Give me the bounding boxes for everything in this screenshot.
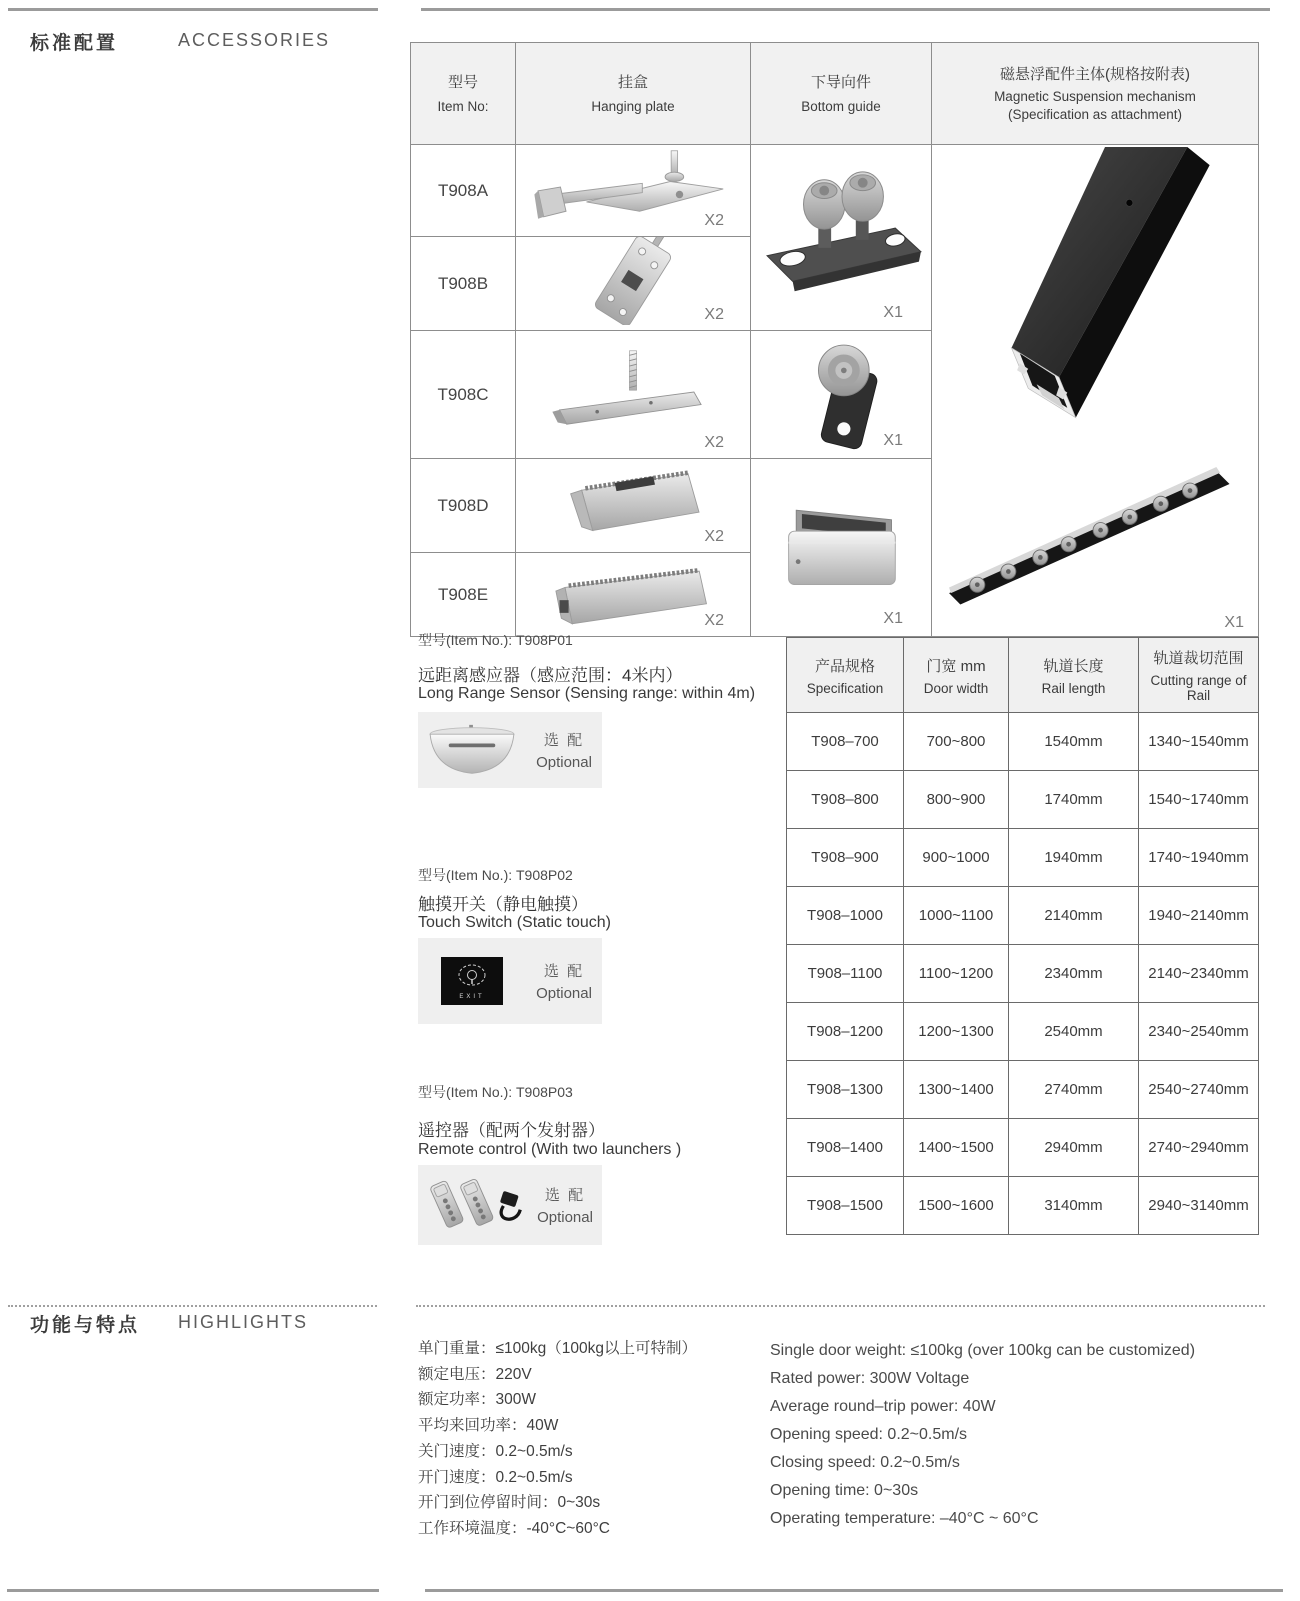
header-item-zh: 型号 (447, 74, 478, 91)
sensor-optional-box (418, 712, 602, 788)
spec-cell: T908–700 (787, 713, 904, 771)
spec-row (787, 713, 1259, 771)
highlights-en-list (770, 1337, 1195, 1533)
spec-cell: 2140mm (1009, 887, 1139, 945)
table-row (411, 145, 1259, 237)
item-cell-t908b: T908B (411, 237, 516, 331)
header-hanging-en: Hanging plate (591, 99, 675, 114)
spec-cell: 2740mm (1009, 1061, 1139, 1119)
top-rule-right (421, 8, 1270, 11)
spec-header-zh: 轨道长度 (1043, 657, 1104, 675)
hanging-plate-cell-t908b (516, 237, 751, 331)
accessories-title-en: ACCESSORIES (178, 30, 331, 50)
sensor-optional-choice (526, 729, 602, 771)
remote-name-en: Remote control (With two launchers ) (418, 1141, 682, 1158)
spec-cell: 1940mm (1009, 829, 1139, 887)
spec-header-zh: 门宽 mm (926, 657, 986, 675)
spec-cell: 1500~1600 (904, 1177, 1009, 1235)
spec-header-en: Cutting range of Rail (1150, 673, 1247, 703)
spec-cell: 1540~1740mm (1139, 771, 1259, 829)
optional-label-zh: 选 配 (544, 1187, 586, 1204)
item-cell-t908c: T908C (411, 331, 516, 459)
qty-label: X1 (883, 432, 903, 449)
hanging-plate-cell-t908a (516, 145, 751, 237)
bottom-rule-left (7, 1589, 379, 1592)
accessories-title-zh: 标准配置 (30, 33, 119, 54)
highlight-line: Operating temperature: –40°C ~ 60°C (770, 1510, 1039, 1527)
spec-cell: 2940~3140mm (1139, 1177, 1259, 1235)
optional-label-en: Optional (536, 754, 592, 771)
spec-cell: T908–1500 (787, 1177, 904, 1235)
highlight-line: Single door weight: ≤100kg (over 100kg can be customized) (770, 1342, 1196, 1359)
spec-row (787, 771, 1259, 829)
spec-header-en: Specification (806, 680, 884, 696)
rail-profile-image (960, 147, 1250, 447)
remote-controls-image-wrap (418, 1176, 528, 1234)
qty-label: X2 (704, 612, 724, 629)
dome-sensor-image-wrap (418, 723, 526, 777)
qty-label: X2 (704, 212, 724, 229)
switch-name-zh: 触摸开关（静电触摸） (418, 895, 588, 914)
highlight-line: Rated power: 300W Voltage (770, 1370, 970, 1387)
spec-cell: 2340~2540mm (1139, 1003, 1259, 1061)
spec-cell: T908–1200 (787, 1003, 904, 1061)
dotted-rule-left (8, 1305, 377, 1307)
optional-item-label-t908p02: 型号(Item No.): T908P02 (418, 867, 573, 883)
spec-cell: 2940mm (1009, 1119, 1139, 1177)
spec-row (787, 1003, 1259, 1061)
remote-optional-box (418, 1165, 602, 1245)
spec-cell: T908–1400 (787, 1119, 904, 1177)
optional-label-en: Optional (536, 985, 592, 1002)
switch-name-en: Touch Switch (Static touch) (418, 914, 611, 931)
bottom-guide-cell-ab (751, 145, 932, 331)
spec-cell: 2140~2340mm (1139, 945, 1259, 1003)
spec-header-rail-length (1009, 638, 1139, 713)
qty-label: X2 (704, 434, 724, 451)
spec-cell: 700~800 (904, 713, 1009, 771)
spec-cell: 1000~1100 (904, 887, 1009, 945)
highlight-line: 平均来回功率：40W (418, 1417, 559, 1435)
top-rule-left (8, 8, 378, 11)
spec-cell: T908–1300 (787, 1061, 904, 1119)
qty-label: X1 (883, 610, 903, 627)
highlight-line: 工作环境温度：-40°C~60°C (418, 1519, 610, 1537)
touch-switch-image (441, 957, 503, 1005)
spec-header-cutting-range (1139, 638, 1259, 713)
qty-label: X2 (704, 528, 724, 545)
item-cell-t908d: T908D (411, 459, 516, 553)
highlight-line: 额定功率：300W (418, 1391, 536, 1409)
highlight-line: 单门重量：≤100kg（100kg以上可特制） (418, 1340, 697, 1357)
highlight-line: 关门速度：0.2~0.5m/s (418, 1442, 573, 1460)
qty-label: X1 (1224, 614, 1244, 631)
switch-optional-box (418, 938, 602, 1024)
spec-header-en: Door width (923, 680, 989, 696)
accessories-table (410, 42, 1259, 637)
header-rail-en1: Magnetic Suspension mechanism (994, 89, 1196, 104)
hanging-plate-cell-t908c (516, 331, 751, 459)
remote-name-zh: 遥控器（配两个发射器） (418, 1121, 605, 1140)
spec-row (787, 1061, 1259, 1119)
highlight-line: Average round–trip power: 40W (770, 1398, 996, 1415)
hanging-plate-b-image (559, 237, 707, 325)
spec-header-door-width (904, 638, 1009, 713)
highlight-line: 开门到位停留时间：0~30s (418, 1494, 601, 1512)
highlights-zh-list (418, 1336, 697, 1542)
optional-label-en: Optional (537, 1209, 593, 1226)
header-bottom-guide (751, 43, 932, 145)
remote-optional-choice (528, 1184, 602, 1226)
dotted-rule-right (416, 1305, 1265, 1307)
spec-row (787, 1119, 1259, 1177)
spec-table (786, 637, 1259, 1235)
highlights-title-zh: 功能与特点 (30, 1315, 141, 1336)
spec-cell: 1540mm (1009, 713, 1139, 771)
item-cell-t908e: T908E (411, 553, 516, 637)
hanging-plate-e-image (539, 553, 727, 631)
spec-header-zh: 产品规格 (814, 657, 875, 675)
spec-cell: 800~900 (904, 771, 1009, 829)
optional-item-label-t908p03: 型号(Item No.): T908P03 (418, 1084, 573, 1100)
dome-sensor-image (422, 723, 522, 777)
qty-label: X1 (883, 304, 903, 321)
header-hanging-plate (516, 43, 751, 145)
spec-row (787, 887, 1259, 945)
spec-cell: 2340mm (1009, 945, 1139, 1003)
spec-cell: 1200~1300 (904, 1003, 1009, 1061)
header-guide-zh: 下导向件 (810, 74, 871, 91)
highlights-title-en: HIGHLIGHTS (178, 1312, 309, 1332)
spec-cell: 1740~1940mm (1139, 829, 1259, 887)
roller-rail-image (936, 452, 1252, 612)
exit-label: EXIT (459, 994, 485, 1000)
spec-cell: 1740mm (1009, 771, 1139, 829)
spec-header-specification (787, 638, 904, 713)
header-rail-en2: (Specification as attachment) (1007, 107, 1183, 122)
bottom-guide-cell-de (751, 459, 932, 637)
hanging-plate-d-image (544, 459, 722, 547)
qty-label: X2 (704, 306, 724, 323)
header-guide-en: Bottom guide (801, 99, 881, 114)
hanging-plate-c-image (534, 349, 732, 435)
item-cell-t908a: T908A (411, 145, 516, 237)
header-hanging-zh: 挂盒 (617, 74, 648, 91)
rail-cell (932, 145, 1259, 637)
hanging-plate-cell-t908e (516, 553, 751, 637)
spec-cell: 1300~1400 (904, 1061, 1009, 1119)
single-roller-guide-image (789, 331, 893, 453)
touch-switch-image-wrap (418, 957, 526, 1005)
optional-label-zh: 选 配 (543, 963, 585, 980)
spec-cell: 1400~1500 (904, 1119, 1009, 1177)
double-roller-guide-image (757, 161, 925, 309)
remote-controls-image (418, 1176, 528, 1234)
highlight-line: 额定电压：220V (418, 1365, 532, 1383)
spec-cell: T908–1100 (787, 945, 904, 1003)
glass-clamp-guide-image (768, 495, 914, 595)
header-item-en: Item No: (437, 99, 489, 114)
spec-header-zh: 轨道裁切范围 (1153, 650, 1244, 667)
spec-cell: 2540mm (1009, 1003, 1139, 1061)
spec-cell: T908–900 (787, 829, 904, 887)
spec-cell: 1940~2140mm (1139, 887, 1259, 945)
hanging-plate-cell-t908d (516, 459, 751, 553)
spec-cell: 1340~1540mm (1139, 713, 1259, 771)
spec-row (787, 829, 1259, 887)
header-rail-zh: 磁悬浮配件主体(规格按附表) (1000, 66, 1190, 83)
optional-label-zh: 选 配 (543, 732, 585, 749)
switch-optional-choice (526, 960, 602, 1002)
highlight-line: Opening speed: 0.2~0.5m/s (770, 1426, 968, 1443)
header-item-no (411, 43, 516, 145)
highlight-line: Opening time: 0~30s (770, 1482, 919, 1499)
bottom-guide-cell-c (751, 331, 932, 459)
spec-header-en: Rail length (1041, 680, 1106, 696)
spec-row (787, 945, 1259, 1003)
sensor-name-en: Long Range Sensor (Sensing range: within 4m) (418, 685, 756, 702)
spec-cell: T908–1000 (787, 887, 904, 945)
spec-cell: 1100~1200 (904, 945, 1009, 1003)
spec-cell: 3140mm (1009, 1177, 1139, 1235)
spec-cell: T908–800 (787, 771, 904, 829)
bottom-rule-right (425, 1589, 1283, 1592)
spec-row (787, 1177, 1259, 1235)
highlight-line: Closing speed: 0.2~0.5m/s (770, 1454, 960, 1471)
highlight-line: 开门速度：0.2~0.5m/s (418, 1468, 573, 1486)
header-rail (932, 43, 1259, 145)
spec-cell: 2740~2940mm (1139, 1119, 1259, 1177)
sensor-name-zh: 远距离感应器（感应范围：4米内） (418, 666, 683, 685)
spec-cell: 2540~2740mm (1139, 1061, 1259, 1119)
spec-cell: 900~1000 (904, 829, 1009, 887)
optional-item-label-t908p01: 型号(Item No.): T908P01 (418, 632, 573, 648)
